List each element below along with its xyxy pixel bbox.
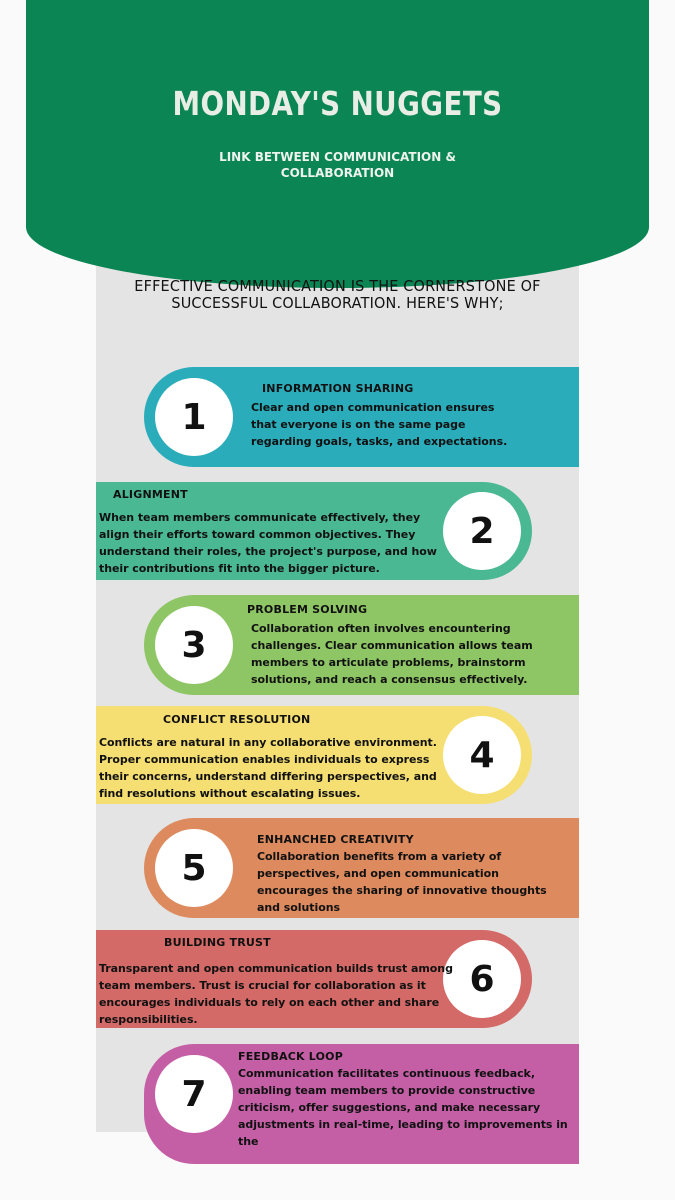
- header-arc: [26, 0, 649, 288]
- item-heading: PROBLEM SOLVING: [247, 603, 368, 616]
- item-number-circle: 3: [155, 606, 233, 684]
- item-heading: ALIGNMENT: [113, 488, 188, 501]
- item-heading: INFORMATION SHARING: [262, 382, 414, 395]
- item-text: Communication facilitates continuous feedback, enabling team members to provide constructive criticism, offer suggestions, and make necessary adjustments in real-time, leading to improvements in the: [238, 1067, 568, 1148]
- page-title: MONDAY'S NUGGETS: [172, 84, 503, 123]
- item-text: Transparent and open communication builds trust among team members. Trust is crucial for collaboration as it encourages individuals to rely on each other and share responsibilities.: [99, 962, 453, 1026]
- item-text: Conflicts are natural in any collaborative environment. Proper communication enables individuals to express their concerns, understand differing perspectives, and find resolutions without escalating issues.: [99, 736, 437, 800]
- item-number-circle: 4: [443, 716, 521, 794]
- item-text: Collaboration often involves encountering challenges. Clear communication allows team members to articulate problems, brainstorm solutions, and reach a consensus effectively.: [251, 622, 533, 686]
- item-number-circle: 2: [443, 492, 521, 570]
- intro-statement: EFFECTIVE COMMUNICATION IS THE CORNERSTONE OF SUCCESSFUL COLLABORATION. HERE'S WHY;: [134, 277, 541, 312]
- item-text: Clear and open communication ensures that everyone is on the same page regarding goals, tasks, and expectations.: [251, 401, 508, 448]
- item-text: Collaboration benefits from a variety of perspectives, and open communication encourages the sharing of innovative thoughts and solutions: [257, 850, 547, 914]
- item-number-circle: 1: [155, 378, 233, 456]
- item-heading: CONFLICT RESOLUTION: [163, 713, 311, 726]
- item-number-circle: 7: [155, 1055, 233, 1133]
- item-text: When team members communicate effectively, they align their efforts toward common objectives. They understand their roles, the project's purpose, and how their contributions fit into the bigger picture.: [99, 511, 437, 575]
- item-heading: BUILDING TRUST: [164, 936, 271, 949]
- item-heading: FEEDBACK LOOP: [238, 1050, 343, 1063]
- item-heading: ENHANCHED CREATIVITY: [257, 833, 414, 846]
- item-number-circle: 6: [443, 940, 521, 1018]
- page-subtitle: LINK BETWEEN COMMUNICATION & COLLABORATION: [219, 150, 456, 180]
- infographic-poster: [96, 68, 579, 1148]
- item-number-circle: 5: [155, 829, 233, 907]
